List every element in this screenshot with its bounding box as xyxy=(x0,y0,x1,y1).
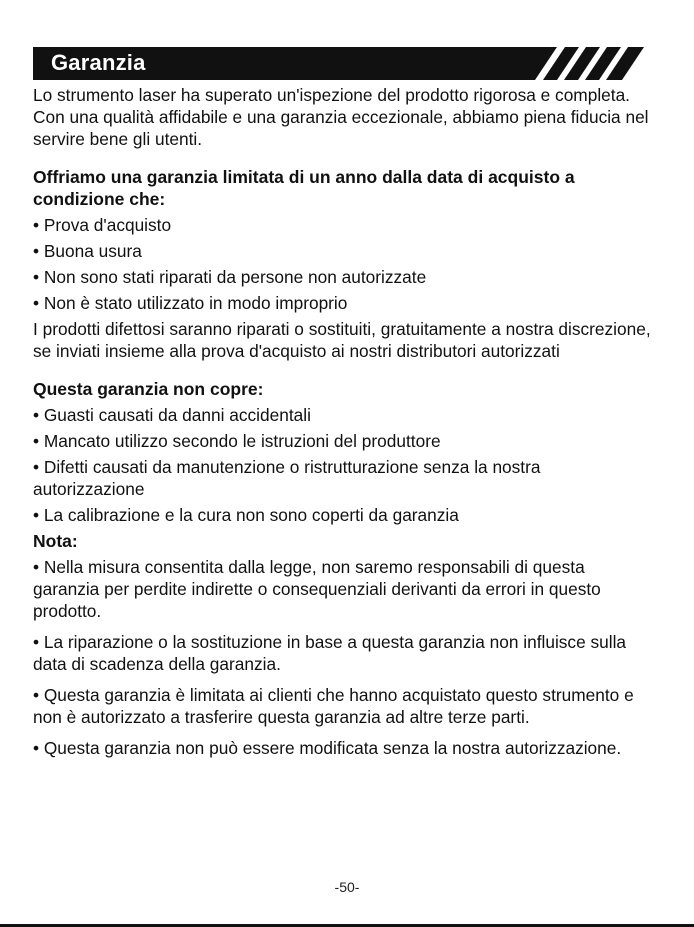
offer-heading: Offriamo una garanzia limitata di un anno dalla data di acquisto a condizione che: xyxy=(33,167,575,209)
intro-paragraph: Lo strumento laser ha superato un'ispezione del prodotto rigorosa e completa. Con una qualità affidabile e una garanzia eccezionale, abbiamo piena fiducia nel servire bene gli utenti. xyxy=(33,85,649,149)
page-title: Garanzia xyxy=(51,50,146,75)
list-item: • Difetti causati da manutenzione o ristrutturazione senza la nostra autorizzazione xyxy=(33,457,541,499)
list-item: • La calibrazione e la cura non sono coperti da garanzia xyxy=(33,505,459,525)
list-item: • Questa garanzia non può essere modificata senza la nostra autorizzazione. xyxy=(33,738,622,758)
note-heading: Nota: xyxy=(33,531,78,551)
repair-paragraph: I prodotti difettosi saranno riparati o sostituiti, gratuitamente a nostra discrezione, se inviati insieme alla prova d'acquisto ai nostri distributori autorizzati xyxy=(33,319,651,361)
list-item: • Questa garanzia è limitata ai clienti che hanno acquistato questo strumento e non è autorizzato a trasferire questa garanzia ad altre terze parti. xyxy=(33,685,634,727)
section-header xyxy=(33,47,644,80)
list-item: • Buona usura xyxy=(33,241,142,261)
list-item: • Prova d'acquisto xyxy=(33,215,172,235)
page-number: -50- xyxy=(334,879,360,895)
list-item: • Nella misura consentita dalla legge, non saremo responsabili di questa garanzia per perdite indirette o consequenziali derivanti da errori in questo prodotto. xyxy=(33,557,601,621)
list-item: • La riparazione o la sostituzione in base a questa garanzia non influisce sulla data di scadenza della garanzia. xyxy=(33,632,627,674)
list-item: • Guasti causati da danni accidentali xyxy=(33,405,311,425)
list-item: • Non è stato utilizzato in modo improprio xyxy=(33,293,348,313)
exclusions-heading: Questa garanzia non copre: xyxy=(33,379,264,399)
list-item: • Non sono stati riparati da persone non autorizzate xyxy=(33,267,427,287)
list-item: • Mancato utilizzo secondo le istruzioni del produttore xyxy=(33,431,441,451)
warranty-content xyxy=(33,84,655,768)
